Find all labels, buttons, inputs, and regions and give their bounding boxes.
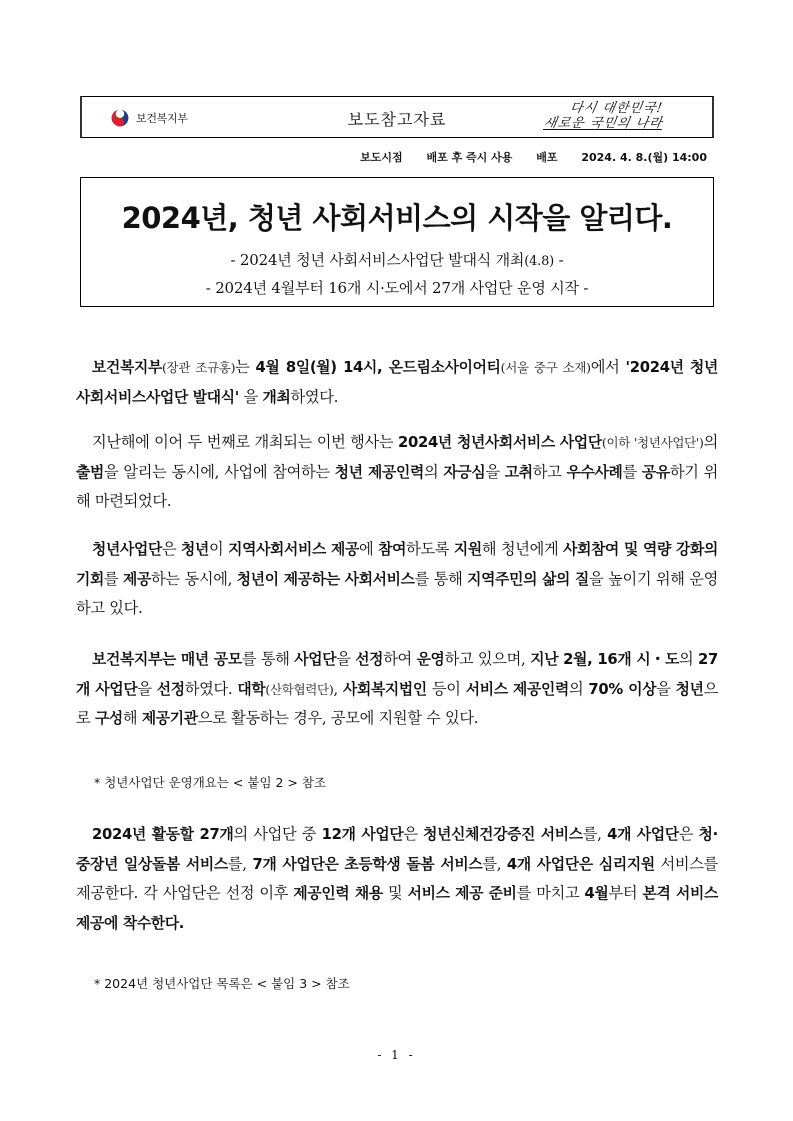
distribution-date: 2024. 4. 8.(월) 14:00 <box>581 151 707 164</box>
release-info <box>352 149 707 165</box>
paragraph-3: 청년사업단은 청년이 지역사회서비스 제공에 참여하도록 지원해 청년에게 사회참여 및 역량 강화의 기회를 제공하는 동시에, 청년이 제공하는 사회서비스를 통해 지역주민의 삶의 질을 높이기 위해 운영하고 있다. <box>76 540 719 617</box>
slogan-line-2: 새로운 국민의 나라 <box>542 116 665 131</box>
paragraph-5: 2024년 활동할 27개의 사업단 중 12개 사업단은 청년신체건강증진 서비스를, 4개 사업단은 청·중장년 일상돌봄 서비스를, 7개 사업단은 초등학생 돌봄 서비스를, 4개 사업단은 심리지원 서비스를 제공한다. 각 사업단은 선정 이후 제공인력 채용 및 서비스 제공 준비를 마치고 4월부터 본격 서비스 제공에 착수한다. <box>76 825 718 932</box>
title-box <box>80 177 714 307</box>
doc-type-label: 보도참고자료 <box>347 110 447 129</box>
note-attachment-3: * 2024년 청년사업단 목록은 < 붙임 3 > 참조 <box>94 976 350 991</box>
release-label: 보도시점 <box>360 151 403 164</box>
distribution-label: 배포 <box>536 151 558 164</box>
paragraph-2: 지난해에 이어 두 번째로 개최되는 이번 행사는 2024년 청년사회서비스 사업단(이하 '청년사업단')의 출범을 알리는 동시에, 사업에 참여하는 청년 제공인력의 자긍심을 고취하고 우수사례를 공유하기 위해 마련되었다. <box>76 433 718 510</box>
page-number: - 1 - <box>377 1048 416 1062</box>
release-time: 배포 후 즉시 사용 <box>426 151 513 164</box>
page-title: 2024년, 청년 사회서비스의 시작을 알리다. <box>121 201 673 235</box>
subtitle-1: - 2024년 청년 사회서비스사업단 발대식 개최(4.8) - <box>230 251 564 269</box>
slogan-line-1: 다시 대한민국! <box>568 101 665 116</box>
paragraph-1: 보건복지부(장관 조규홍)는 4월 8일(월) 14시, 온드림소사이어티(서울 중구 소재)에서 '2024년 청년 사회서비스사업단 발대식' 을 개최하였다. <box>76 358 719 406</box>
paragraph-4: 보건복지부는 매년 공모를 통해 사업단을 선정하여 운영하고 있으며, 지난 2월, 16개 시・도의 27개 사업단을 선정하였다. 대학(산학협력단), 사회복지법인 등이 서비스 제공인력의 70% 이상을 청년으로 구성해 제공기관으로 활동하는 경우, 공모에 지원할 수 있다. <box>76 650 718 727</box>
slogan <box>536 101 686 135</box>
note-attachment-2: * 청년사업단 운영개요는 < 붙임 2 > 참조 <box>94 775 327 790</box>
subtitle-2: - 2024년 4월부터 16개 시·도에서 27개 사업단 운영 시작 - <box>205 279 589 297</box>
ministry-name: 보건복지부 <box>136 112 188 125</box>
header-box <box>80 96 714 138</box>
